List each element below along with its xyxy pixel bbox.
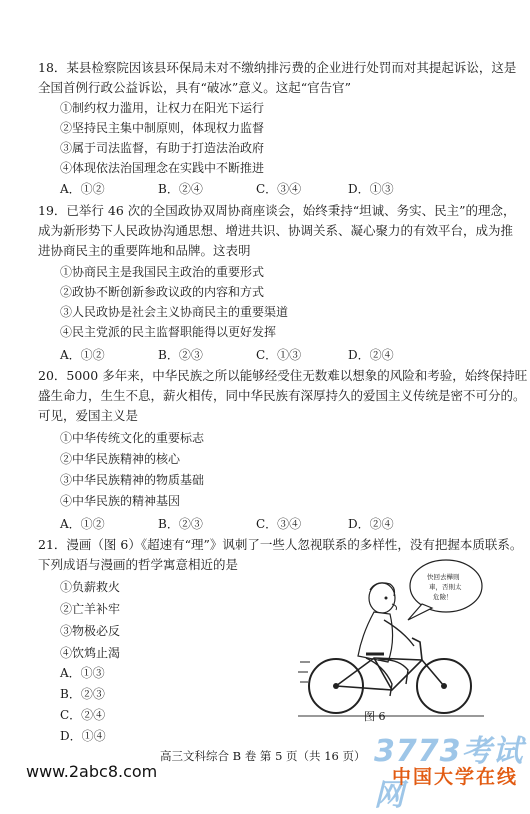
q20-item-2: ②中华民族精神的核心 — [60, 452, 181, 466]
q18-item-1: ①制约权力滥用，让权力在阳光下运行 — [60, 101, 265, 115]
q18-stem-line-2: 全国首例行政公益诉讼，具有“破冰”意义。这起“官告官” — [38, 80, 352, 95]
speech-line-1: 快回去樺則 — [427, 573, 460, 581]
cartoon-drawing — [296, 554, 486, 724]
q18-item-3: ③属于司法监督，有助于打造法治政府 — [60, 141, 265, 155]
q20-stem-line-2: 盛生命力，生生不息，薪火相传，同中华民族有深厚持久的爱国主义传统是密不可分的。 — [38, 388, 526, 403]
q20-choice-a: A．①② — [60, 517, 105, 531]
q20-choice-c: C．③④ — [256, 517, 302, 531]
figure-caption: 图 6 — [364, 710, 386, 723]
q20-choice-b: B．②③ — [158, 517, 203, 531]
q19-item-3: ③人民政协是社会主义协商民主的重要渠道 — [60, 305, 289, 319]
page-footer: 高三文科综合 B 卷 第 5 页（共 16 页） — [160, 749, 366, 763]
watermark-left-url: www.2abc8.com — [26, 762, 158, 781]
q18-choice-a: A．①② — [60, 182, 105, 196]
q18-item-2: ②坚持民主集中制原则，体现权力监督 — [60, 121, 265, 135]
q20-stem-line-3: 可见，爱国主义是 — [38, 408, 139, 423]
speech-line-3: 危險！ — [433, 593, 453, 601]
q19-item-1: ①协商民主是我国民主政治的重要形式 — [60, 265, 265, 279]
q19-stem-line-1: 19．已举行 46 次的全国政协双周协商座谈会，始终秉持“坦诚、务实、民主”的理念， — [38, 203, 516, 218]
q21-item-3: ③物极必反 — [60, 624, 121, 638]
watermark-right-text: 中国大学在线 — [392, 766, 519, 788]
q19-item-2: ②政协不断创新参政议政的内容和方式 — [60, 285, 265, 299]
q19-stem-line-2: 成为新形势下人民政协沟通思想、增进共识、协调关系、凝心聚力的有效平台，成为推 — [38, 223, 514, 238]
q18-choice-c: C．③④ — [256, 182, 302, 196]
cartoon-figure — [296, 554, 486, 724]
q21-stem-line-2: 下列成语与漫画的哲学寓意相近的是 — [38, 557, 239, 572]
q21-stem-line-1: 21．漫画（图 6）《超速有“理”》讽刺了一些人忽视联系的多样性，没有把握本质联系。 — [38, 537, 523, 552]
q20-item-1: ①中华传统文化的重要标志 — [60, 431, 205, 445]
q21-item-4: ④饮鸩止渴 — [60, 646, 121, 660]
q21-item-1: ①负薪救火 — [60, 580, 121, 594]
q21-choice-a: A．①③ — [60, 666, 105, 680]
q21-item-2: ②亡羊补牢 — [60, 602, 121, 616]
q20-stem-line-1: 20．5000 多年来，中华民族之所以能够经受住无数难以想象的风险和考验，始终保持旺 — [38, 368, 528, 383]
q19-stem-line-3: 进协商民主的重要阵地和品牌。这表明 — [38, 243, 251, 258]
q19-choice-b: B．②③ — [158, 348, 203, 362]
q20-choice-d: D．②④ — [348, 517, 394, 531]
q20-item-3: ③中华民族精神的物质基础 — [60, 473, 205, 487]
q18-choice-d: D．①③ — [348, 182, 394, 196]
speech-line-2: 車，否則太 — [429, 583, 462, 591]
q19-choice-a: A．①② — [60, 348, 105, 362]
q19-choice-d: D．②④ — [348, 348, 394, 362]
q18-choice-b: B．②④ — [158, 182, 203, 196]
q21-choice-d: D．①④ — [60, 729, 106, 743]
q18-stem-line-1: 18．某县检察院因该县环保局未对不缴纳排污费的企业进行处罚而对其提起诉讼，这是 — [38, 60, 517, 75]
watermark-logo: 3773考试网 — [374, 734, 524, 813]
q19-item-4: ④民主党派的民主监督职能得以更好发挥 — [60, 325, 277, 339]
q18-item-4: ④体现依法治国理念在实践中不断推进 — [60, 161, 265, 175]
q20-item-4: ④中华民族的精神基因 — [60, 494, 181, 508]
q21-choice-b: B．②③ — [60, 687, 105, 701]
q21-choice-c: C．②④ — [60, 708, 106, 722]
q19-choice-c: C．①③ — [256, 348, 302, 362]
